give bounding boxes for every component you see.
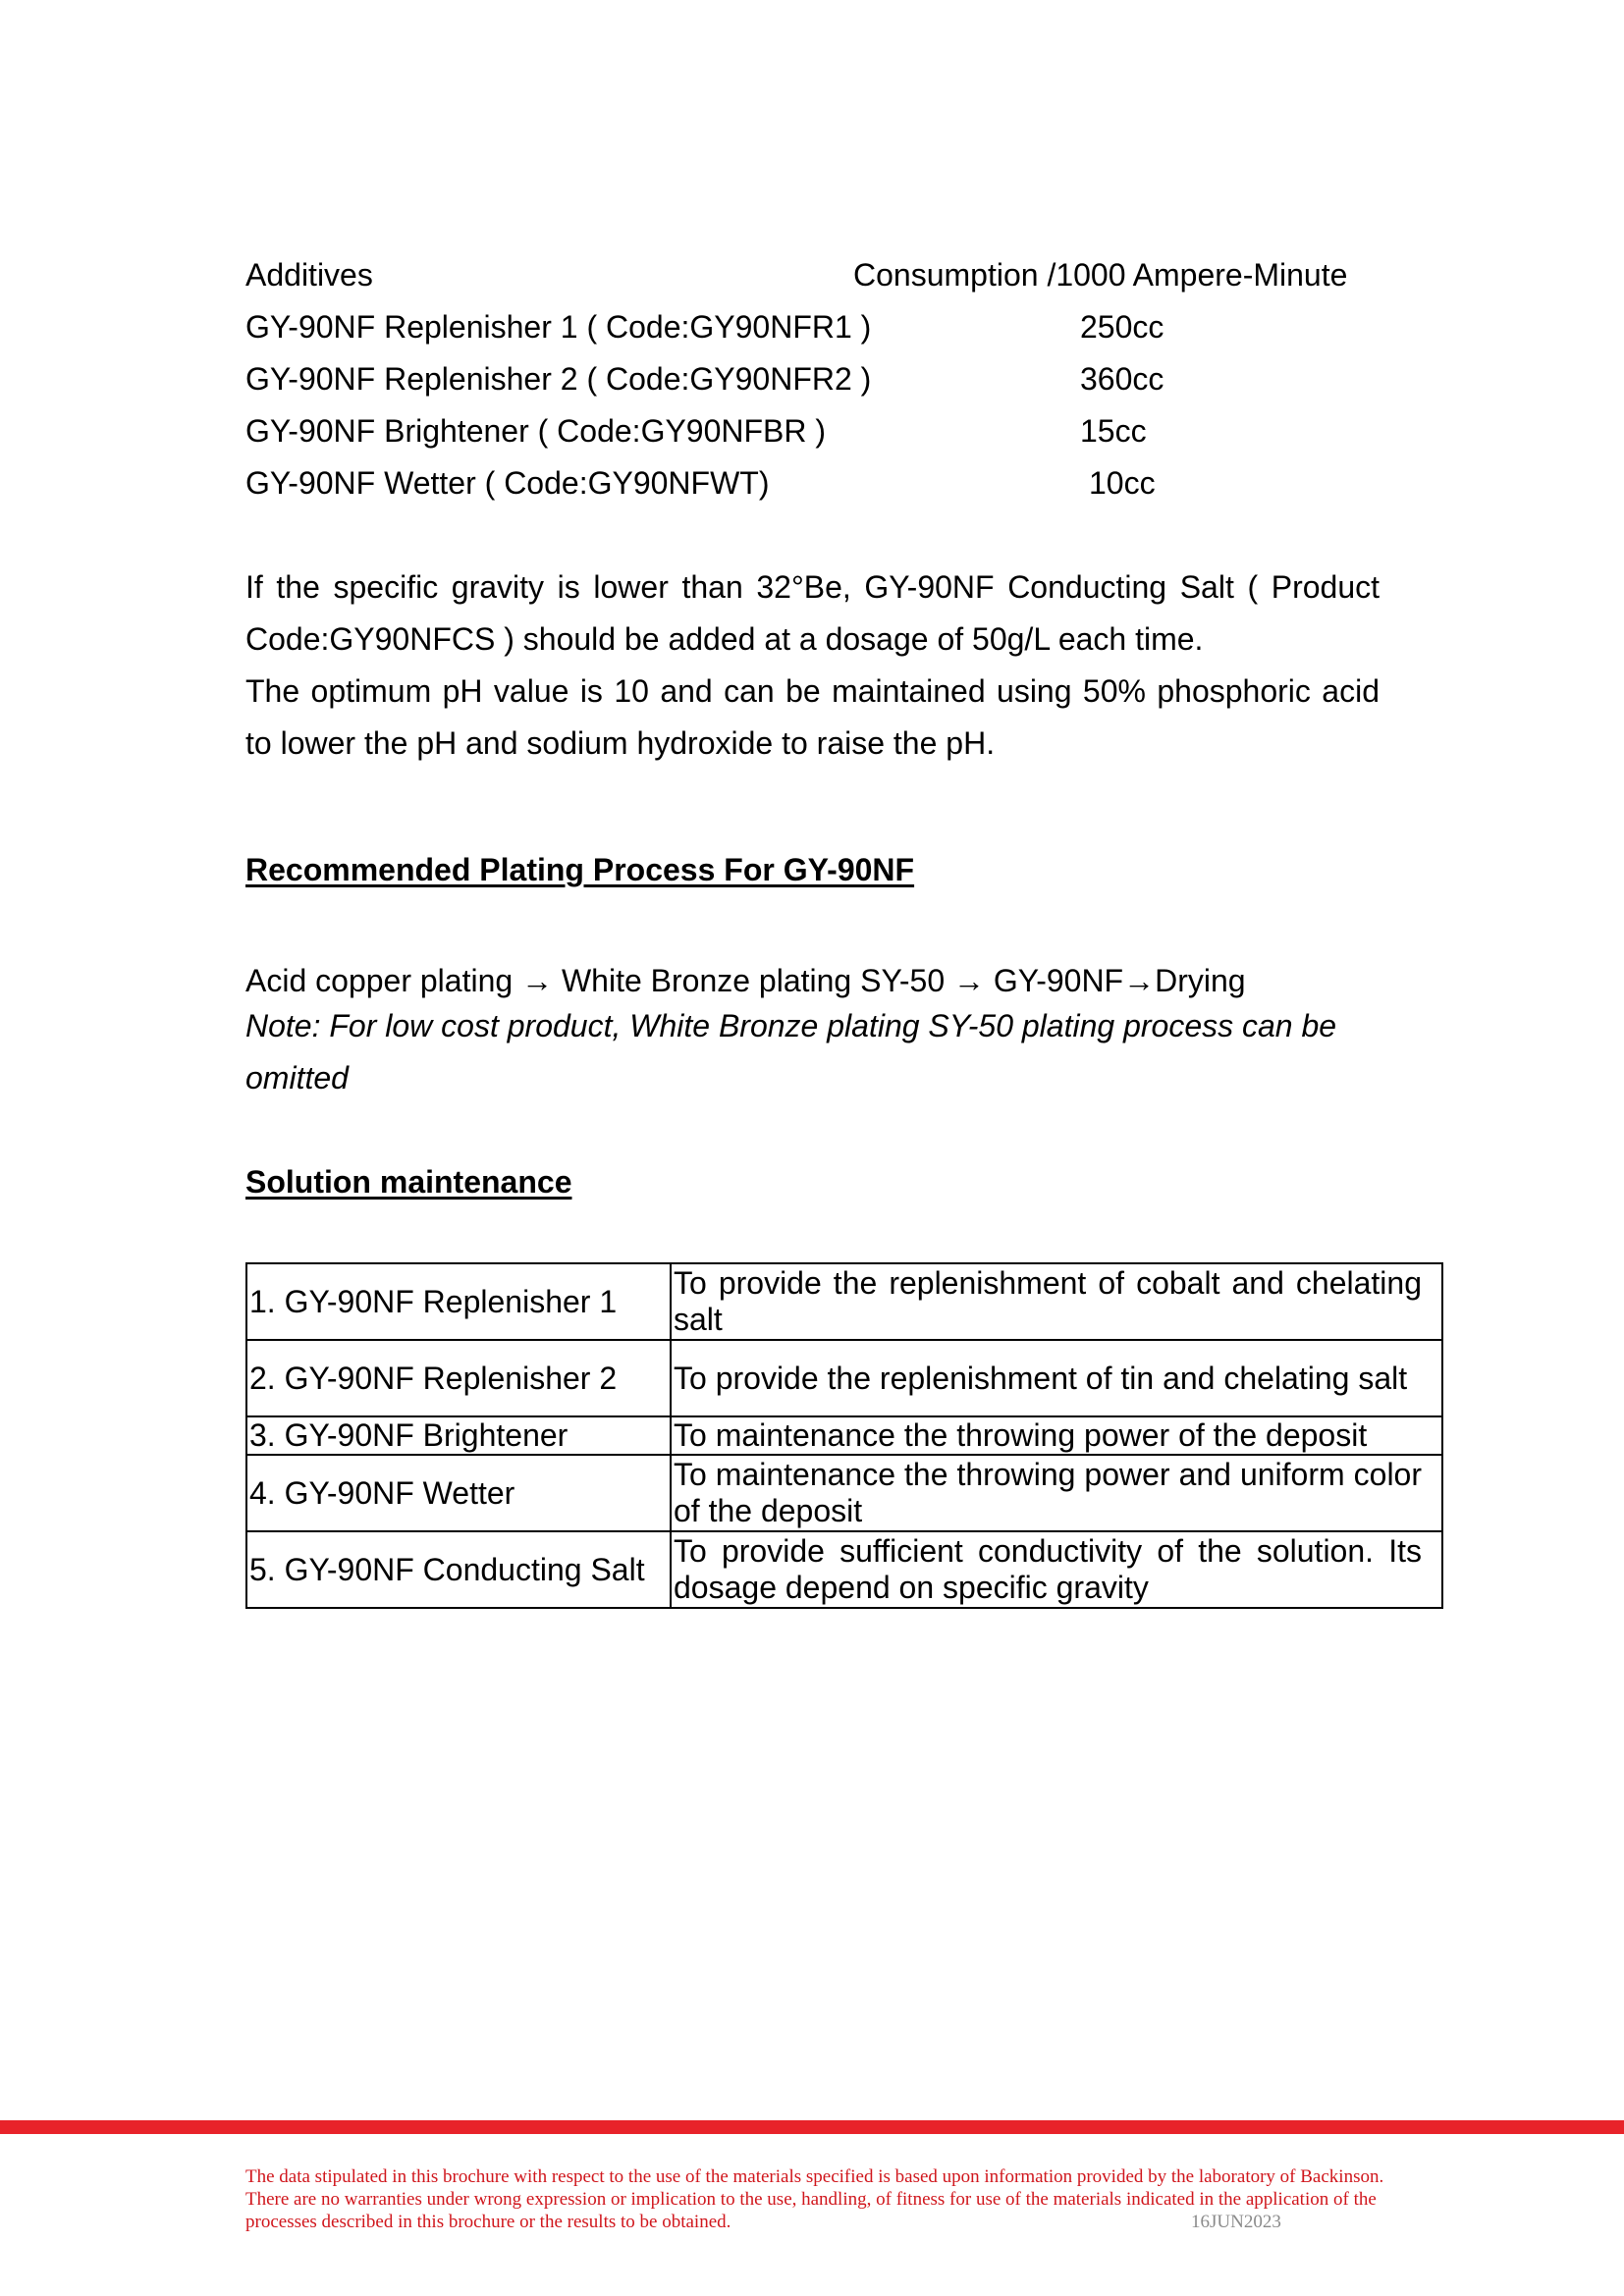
table-row xyxy=(246,1340,1442,1416)
additive-consumption: 15cc xyxy=(1080,413,1147,449)
additives-consumption-list xyxy=(245,249,1384,509)
consumption-header-label: Consumption /1000 Ampere-Minute xyxy=(853,257,1348,293)
additive-row xyxy=(245,353,1384,405)
maintenance-purpose: To provide the replenishment of cobalt and chelating salt xyxy=(671,1263,1442,1340)
additives-header-row xyxy=(245,249,1384,301)
ph-paragraph: The optimum pH value is 10 and can be maintained using 50% phosphoric acid to lower the pH and sodium hydroxide to raise the pH. xyxy=(245,673,1380,761)
maintenance-table xyxy=(245,1262,1443,1609)
additive-consumption: 10cc xyxy=(1089,465,1156,501)
additive-row xyxy=(245,457,1384,509)
maintenance-purpose: To maintenance the throwing power and uniform color of the deposit xyxy=(671,1455,1442,1531)
footer-date: 16JUN2023 xyxy=(1191,2212,1281,2232)
gravity-paragraph: If the specific gravity is lower than 32°Be, GY-90NF Conducting Salt ( Product Code:GY90NFCS ) should be added at a dosage of 50g/L each time. xyxy=(245,569,1380,657)
footer-disclaimer: The data stipulated in this brochure with respect to the use of the materials specified is based upon information provided by the laboratory of Backinson. There are no warranties under wrong expression or implication to the use, handling, of fitness for use of the materials indicated in the application of the processes described in this brochure or the results to be obtained. xyxy=(245,2166,1384,2232)
process-note: Note: For low cost product, White Bronze plating SY-50 plating process can be omitted xyxy=(245,1008,1337,1095)
maintenance-item: 3. GY-90NF Brightener xyxy=(246,1416,671,1455)
maintenance-purpose: To maintenance the throwing power of the deposit xyxy=(671,1416,1442,1455)
maintenance-item: 5. GY-90NF Conducting Salt xyxy=(246,1531,671,1608)
additive-name: GY-90NF Replenisher 2 ( Code:GY90NFR2 ) xyxy=(245,361,872,397)
table-row xyxy=(246,1531,1442,1608)
maintenance-item: 1. GY-90NF Replenisher 1 xyxy=(246,1263,671,1340)
additive-name: GY-90NF Wetter ( Code:GY90NFWT) xyxy=(245,465,770,501)
footer-divider-bar xyxy=(0,2120,1624,2134)
process-flow: Acid copper plating → White Bronze plating SY-50 → GY-90NF→Drying xyxy=(245,963,1246,998)
additive-row xyxy=(245,301,1384,353)
additive-row xyxy=(245,405,1384,457)
maintenance-heading: Solution maintenance xyxy=(245,1164,572,1200)
additive-consumption: 360cc xyxy=(1080,361,1164,397)
maintenance-purpose: To provide the replenishment of tin and chelating salt xyxy=(671,1340,1442,1416)
maintenance-purpose: To provide sufficient conductivity of the solution. Its dosage depend on specific gravity xyxy=(671,1531,1442,1608)
table-row xyxy=(246,1455,1442,1531)
table-row xyxy=(246,1416,1442,1455)
maintenance-item: 2. GY-90NF Replenisher 2 xyxy=(246,1340,671,1416)
table-row xyxy=(246,1263,1442,1340)
additives-header-label: Additives xyxy=(245,257,373,293)
process-heading: Recommended Plating Process For GY-90NF xyxy=(245,852,915,887)
additive-name: GY-90NF Replenisher 1 ( Code:GY90NFR1 ) xyxy=(245,309,872,345)
maintenance-item: 4. GY-90NF Wetter xyxy=(246,1455,671,1531)
additive-name: GY-90NF Brightener ( Code:GY90NFBR ) xyxy=(245,413,827,449)
additive-consumption: 250cc xyxy=(1080,309,1164,345)
